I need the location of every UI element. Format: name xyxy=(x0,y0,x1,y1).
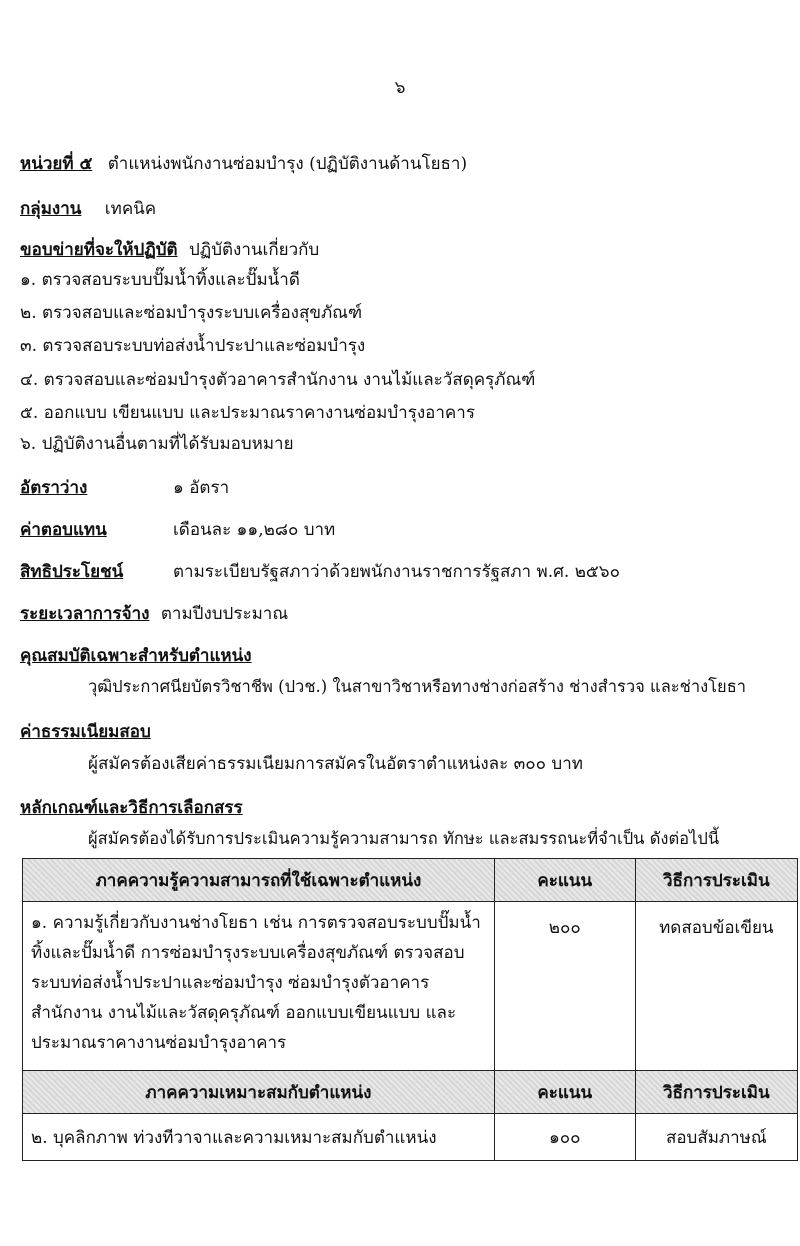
header-suitability: ภาคความเหมาะสมกับตำแหน่ง xyxy=(23,1071,495,1114)
selection-label: หลักเกณฑ์และวิธีการเลือกสรร xyxy=(20,798,243,818)
fee-heading xyxy=(20,718,151,745)
table-header-row xyxy=(23,1071,798,1114)
header-method: วิธีการประเมิน xyxy=(635,1071,797,1114)
scope-line xyxy=(20,236,319,263)
vacancy-line xyxy=(20,474,87,501)
header-score: คะแนน xyxy=(494,1071,635,1114)
page-number: ๖ xyxy=(394,78,406,98)
unit-line xyxy=(20,150,467,177)
group-line xyxy=(20,195,156,222)
vacancy-label: อัตราว่าง xyxy=(20,478,88,498)
scope-item: ๖. ปฏิบัติงานอื่นตามที่ได้รับมอบหมาย xyxy=(20,434,294,454)
period-label: ระยะเวลาการจ้าง xyxy=(20,604,150,624)
table-header-row xyxy=(23,859,798,902)
suitability-method: สอบสัมภาษณ์ xyxy=(635,1114,797,1161)
knowledge-method: ทดสอบข้อเขียน xyxy=(635,902,797,1071)
fee-label: ค่าธรรมเนียมสอบ xyxy=(20,722,151,742)
benefits-value: ตามระเบียบรัฐสภาว่าด้วยพนักงานราชการรัฐสภา พ.ศ. ๒๕๖๐ xyxy=(173,562,620,582)
scope-item: ๕. ออกแบบ เขียนแบบ และประมาณราคางานซ่อมบำรุงอาคาร xyxy=(20,403,475,423)
header-score: คะแนน xyxy=(494,859,635,902)
knowledge-score: ๒๐๐ xyxy=(494,902,635,1071)
scope-value: ปฏิบัติงานเกี่ยวกับ xyxy=(189,240,320,260)
benefits-label: สิทธิประโยชน์ xyxy=(20,562,124,582)
group-value: เทคนิค xyxy=(104,199,157,219)
header-knowledge: ภาคความรู้ความสามารถที่ใช้เฉพาะตำแหน่ง xyxy=(23,859,495,902)
salary-line xyxy=(20,516,107,543)
unit-value: ตำแหน่งพนักงานซ่อมบำรุง (ปฏิบัติงานด้านโยธา) xyxy=(107,154,468,174)
suitability-score: ๑๐๐ xyxy=(494,1114,635,1161)
header-method: วิธีการประเมิน xyxy=(635,859,797,902)
salary-value: เดือนละ ๑๑,๒๘๐ บาท xyxy=(173,520,336,540)
table-row xyxy=(23,1114,798,1161)
qualification-text: วุฒิประกาศนียบัตรวิชาชีพ (ปวช.) ในสาขาวิชาหรือทางช่างก่อสร้าง ช่างสำรวจ และช่างโยธา xyxy=(88,677,747,696)
period-value: ตามปีงบประมาณ xyxy=(160,604,289,624)
scope-item: ๑. ตรวจสอบระบบปั๊มน้ำทิ้งและปั๊มน้ำดี xyxy=(20,270,300,290)
qualification-label: คุณสมบัติเฉพาะสำหรับตำแหน่ง xyxy=(20,646,252,666)
scope-item: ๒. ตรวจสอบและซ่อมบำรุงระบบเครื่องสุขภัณฑ์ xyxy=(20,303,363,323)
criteria-table xyxy=(22,858,798,1161)
scope-label: ขอบข่ายที่จะให้ปฏิบัติ xyxy=(20,240,178,260)
vacancy-value: ๑ อัตรา xyxy=(173,478,230,498)
qualification-heading xyxy=(20,642,252,669)
benefits-line xyxy=(20,558,123,585)
fee-text: ผู้สมัครต้องเสียค่าธรรมเนียมการสมัครในอัตราตำแหน่งละ ๓๐๐ บาท xyxy=(88,754,583,774)
suitability-desc: ๒. บุคลิกภาพ ท่วงทีวาจาและความเหมาะสมกับตำแหน่ง xyxy=(23,1114,495,1161)
selection-text: ผู้สมัครต้องได้รับการประเมินความรู้ความสามารถ ทักษะ และสมรรถนะที่จำเป็น ดังต่อไปนี้ xyxy=(88,829,720,848)
salary-label: ค่าตอบแทน xyxy=(20,520,107,540)
table-row xyxy=(23,902,798,1071)
selection-heading xyxy=(20,794,243,821)
scope-item: ๔. ตรวจสอบและซ่อมบำรุงตัวอาคารสำนักงาน งานไม้และวัสดุครุภัณฑ์ xyxy=(20,370,536,390)
period-line xyxy=(20,600,288,627)
group-label: กลุ่มงาน xyxy=(20,199,82,219)
scope-item: ๓. ตรวจสอบระบบท่อส่งน้ำประปาและซ่อมบำรุง xyxy=(20,336,366,356)
unit-label: หน่วยที่ ๕ xyxy=(20,154,93,174)
knowledge-desc: ๑. ความรู้เกี่ยวกับงานช่างโยธา เช่น การตรวจสอบระบบปั๊มน้ำทิ้งและปั๊มน้ำดี การซ่อมบำรุงระบบเครื่องสุขภัณฑ์ ตรวจสอบระบบท่อส่งน้ำประปาและซ่อมบำรุง ซ่อมบำรุงตัวอาคารสำนักงาน งานไม้และวัสดุครุภัณฑ์ ออกแบบเขียนแบบ และประมาณราคางานซ่อมบำรุงอาคาร xyxy=(23,902,495,1071)
